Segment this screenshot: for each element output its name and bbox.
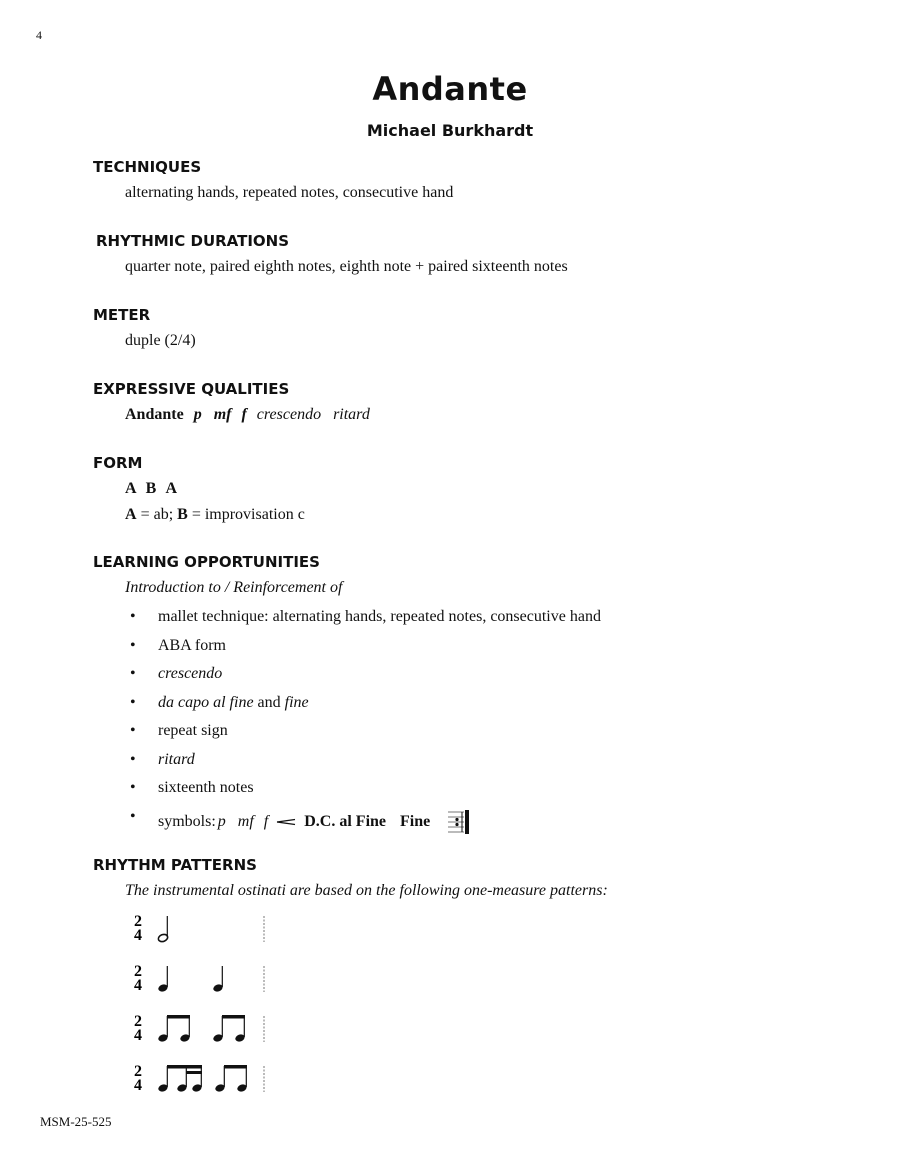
time-sig-top-4: 2 — [134, 1063, 142, 1080]
learning-item-4-and: and — [253, 694, 285, 711]
bullet-8: • — [130, 808, 136, 825]
symbol-f: f — [263, 813, 269, 830]
form-letters: A B A — [125, 480, 178, 497]
rhythm-pattern-2 — [130, 958, 280, 998]
expressive-crescendo: crescendo — [256, 406, 322, 423]
form-b-label: B — [177, 506, 188, 523]
bullet-2: • — [130, 637, 136, 654]
learning-item-5: repeat sign — [158, 722, 228, 739]
rhythm-pattern-3 — [130, 1008, 280, 1048]
rhythmic-durations-text: quarter note, paired eighth notes, eighth note + paired sixteenth notes — [125, 258, 568, 275]
learning-item-1: mallet technique: alternating hands, repeated notes, consecutive hand — [158, 608, 601, 625]
form-definition — [125, 506, 305, 524]
rhythmic-durations-heading: RHYTHMIC DURATIONS — [96, 232, 290, 250]
bullet-3: • — [130, 665, 136, 682]
learning-item-8 — [158, 808, 472, 836]
half-note — [157, 916, 168, 943]
symbol-p: p — [217, 813, 226, 830]
techniques-text: alternating hands, repeated notes, consecutive hand — [125, 184, 454, 201]
time-sig-top-3: 2 — [134, 1013, 142, 1030]
quarter-note — [212, 966, 223, 993]
expressive-dyn-mf: mf — [213, 406, 232, 423]
bullet-1: • — [130, 608, 136, 625]
learning-item-4-fine: fine — [284, 694, 309, 711]
meter-heading: METER — [93, 306, 151, 324]
rhythm-patterns-heading: RHYTHM PATTERNS — [93, 856, 257, 874]
learning-heading: LEARNING OPPORTUNITIES — [93, 553, 320, 571]
crescendo-hairpin-icon — [276, 817, 296, 827]
bullet-7: • — [130, 779, 136, 796]
learning-item-2: ABA form — [158, 637, 226, 654]
composer-name: Michael Burkhardt — [366, 121, 534, 140]
rhythm-pattern-1 — [130, 908, 280, 948]
form-a-def: = ab; — [136, 506, 178, 523]
symbols-label: symbols: — [158, 813, 216, 830]
form-b-def: = improvisation c — [187, 506, 305, 523]
symbol-fine: Fine — [400, 813, 431, 830]
bullet-6: • — [130, 751, 136, 768]
page-title: Andante — [372, 70, 528, 108]
form-heading: FORM — [93, 454, 143, 472]
expressive-heading: EXPRESSIVE QUALITIES — [93, 380, 290, 398]
rhythm-pattern-4 — [130, 1058, 280, 1098]
expressive-ritard: ritard — [333, 406, 370, 423]
techniques-heading: TECHNIQUES — [93, 158, 202, 176]
time-sig-top-2: 2 — [134, 963, 142, 980]
bullet-4: • — [130, 694, 136, 711]
expressive-dyn-f: f — [241, 406, 247, 423]
learning-item-4 — [158, 694, 309, 712]
learning-item-4-dacapo: da capo al fine — [158, 694, 254, 711]
time-sig-bottom-2: 4 — [134, 977, 142, 994]
time-sig-bottom-4: 4 — [134, 1077, 142, 1094]
learning-item-3: crescendo — [158, 665, 223, 682]
eighth-and-sixteenth-notes — [157, 1065, 202, 1093]
learning-intro: Introduction to / Reinforcement of — [125, 579, 343, 596]
rhythm-patterns-intro: The instrumental ostinati are based on the following one-measure patterns: — [125, 882, 608, 899]
footer-catalog-number: MSM-25-525 — [40, 1114, 112, 1129]
repeat-sign-icon — [448, 808, 472, 836]
expressive-dyn-p: p — [193, 406, 202, 423]
symbol-dc-al-fine: D.C. al Fine — [304, 813, 387, 830]
form-a-label: A — [125, 506, 137, 523]
expressive-tempo: Andante — [125, 406, 184, 423]
time-sig-bottom-1: 4 — [134, 927, 142, 944]
learning-item-7: sixteenth notes — [158, 779, 254, 796]
paired-eighth-notes — [212, 1015, 245, 1043]
meter-text: duple (2/4) — [125, 332, 196, 349]
time-sig-top-1: 2 — [134, 913, 142, 930]
quarter-note — [157, 966, 168, 993]
expressive-line — [125, 406, 370, 424]
paired-eighth-notes — [214, 1065, 247, 1093]
learning-item-6: ritard — [158, 751, 195, 768]
symbol-mf: mf — [237, 813, 254, 830]
bullet-5: • — [130, 722, 136, 739]
paired-eighth-notes — [157, 1015, 190, 1043]
time-sig-bottom-3: 4 — [134, 1027, 142, 1044]
page-number: 4 — [36, 28, 42, 42]
